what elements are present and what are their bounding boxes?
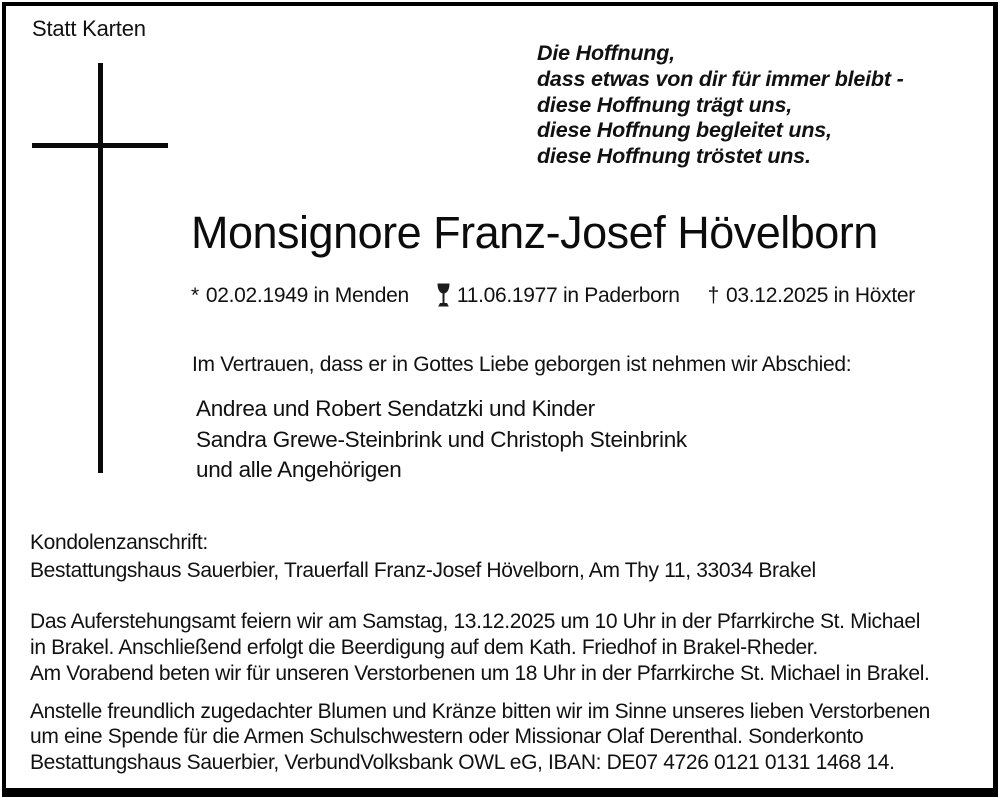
donation-line: Bestattungshaus Sauerbier, VerbundVolksbank OWL eG, IBAN: DE07 4726 0121 0131 1468 14.: [30, 750, 895, 774]
poem-line: diese Hoffnung begleitet uns,: [537, 118, 832, 143]
cross-vertical-bar: [98, 63, 103, 473]
statt-karten-label: Statt Karten: [32, 16, 146, 41]
birth-star-symbol: *: [191, 284, 199, 307]
poem-line: dass etwas von dir für immer bleibt -: [537, 66, 904, 91]
death-segment: [708, 284, 915, 308]
ordination-segment: [437, 284, 680, 308]
mourner-line: Andrea und Robert Sendatzki und Kinder: [196, 396, 595, 421]
chalice-icon: [437, 283, 450, 307]
farewell-intro-text: Im Vertrauen, dass er in Gottes Liebe geborgen ist nehmen wir Abschied:: [192, 353, 852, 376]
donation-line: um eine Spende für die Armen Schulschwestern oder Missionar Olaf Derenthal. Sonderkonto: [30, 725, 864, 749]
death-date: 03.12.2025 in Höxter: [726, 284, 915, 307]
mourner-line: und alle Angehörigen: [196, 457, 402, 482]
poem-line: Die Hoffnung,: [537, 41, 675, 65]
poem-line: diese Hoffnung trägt uns,: [537, 92, 792, 117]
service-line: in Brakel. Anschließend erfolgt die Beerdigung auf dem Kath. Friedhof in Brakel-Rheder.: [30, 636, 818, 659]
birth-date: 02.02.1949 in Menden: [205, 284, 409, 307]
condolence-address: Bestattungshaus Sauerbier, Trauerfall Franz-Josef Hövelborn, Am Thy 11, 33034 Brakel: [30, 559, 816, 582]
poem-line: diese Hoffnung tröstet uns.: [537, 144, 811, 169]
deceased-name: Monsignore Franz-Josef Hövelborn: [191, 207, 878, 258]
death-dagger-symbol: †: [707, 284, 720, 307]
mourners-list: [196, 394, 687, 486]
vigil-text: Am Vorabend beten wir für unseren Verstorbenen um 18 Uhr in der Pfarrkirche St. Michael in Brakel.: [30, 662, 930, 685]
condolence-label: Kondolenzanschrift:: [30, 531, 208, 554]
condolence-block: [30, 529, 816, 585]
mourner-line: Sandra Grewe-Steinbrink und Christoph Steinbrink: [196, 426, 687, 452]
ordination-date: 11.06.1977 in Paderborn: [456, 284, 680, 307]
poem: [537, 41, 904, 170]
service-line: Das Auferstehungsamt feiern wir am Samstag, 13.12.2025 um 10 Uhr in der Pfarrkirche St. Michael: [30, 610, 921, 633]
birth-segment: [191, 284, 409, 308]
funeral-service-text: [30, 609, 920, 661]
cross-horizontal-bar: [32, 143, 168, 148]
donation-line: Anstelle freundlich zugedachter Blumen und Kränze bitten wir im Sinne unseres lieben Verstorbenen: [30, 700, 930, 723]
donation-text: [30, 699, 930, 775]
life-dates-line: [191, 284, 915, 308]
